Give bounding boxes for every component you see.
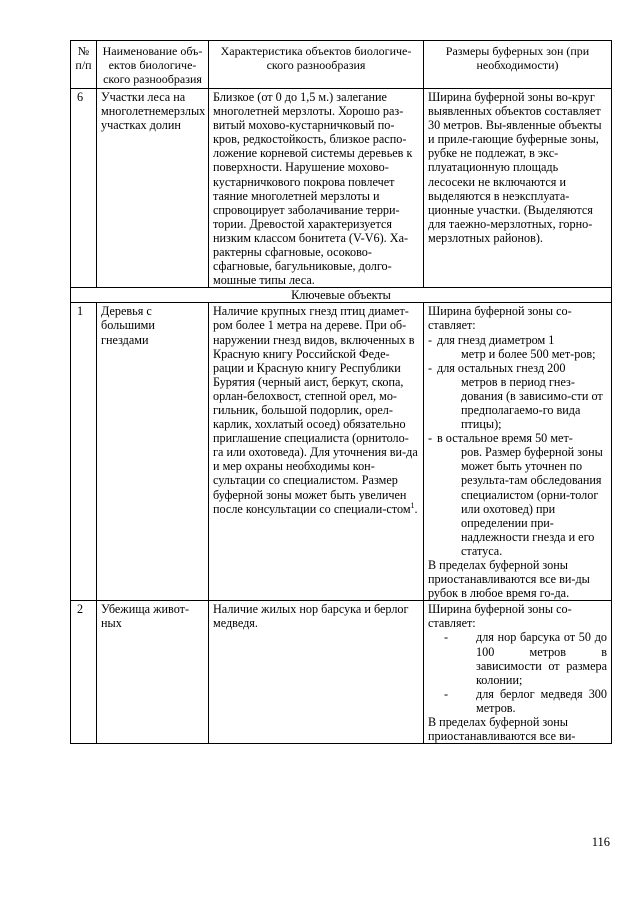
row-object-name: Деревья с большими гнездами [97, 303, 209, 601]
dash-bullet: - [428, 332, 433, 347]
section-row [71, 288, 612, 303]
buffer-intro: Ширина буферной зоны со-ставляет: [428, 304, 572, 333]
row-buffer-size [424, 601, 612, 744]
buffer-outro: В пределах буферной зоны приостанавливаются все ви- [428, 715, 576, 744]
buffer-intro: Ширина буферной зоны со-ставляет: [428, 602, 572, 631]
biodiversity-table [70, 40, 612, 744]
table-header-row [71, 41, 612, 89]
section-title: Ключевые объекты [71, 288, 612, 303]
buffer-outro: В пределах буферной зоны приостанавливаются все ви-ды рубок в любое время го-да. [428, 558, 590, 601]
dash-bullet: - [444, 630, 449, 645]
row-number: 6 [71, 89, 97, 288]
row-buffer-size: Ширина буферной зоны во-круг выявленных объектов составляет 30 метров. Вы-явленные объекты и приле-гающие буферные зоны, рубке не подлежат, в экс-плуатационную площадь лесосеки не включаются и выделяются в неэксплуата-ционные участки. (Выделяются для таежно-мерзлотных, горно-мерзлотных районов). [424, 89, 612, 288]
header-characteristic: Характеристика объектов биологиче-ского разнообразия [209, 41, 424, 89]
buffer-item-text: для нор барсука от 50 до 100 метров в зависимости от размера колонии; [476, 630, 607, 687]
buffer-list-item [428, 333, 607, 361]
buffer-item-rest: метр и более 500 мет-ров; [461, 346, 596, 361]
buffer-item-rest: метров в период гнез-дования (в зависимо-сти от предполагаемо-го вида птицы); [461, 374, 603, 432]
buffer-list-item [428, 687, 607, 715]
row-object-name: Убежища живот-ных [97, 601, 209, 744]
table-row [71, 601, 612, 744]
buffer-list-item [428, 630, 607, 686]
buffer-item-first-line: для остальных гнезд 200 [437, 360, 566, 375]
buffer-list-item [428, 431, 607, 558]
buffer-item-text: для берлог медведя 300 метров. [476, 686, 607, 715]
row-buffer-size [424, 303, 612, 601]
characteristic-text: Наличие крупных гнезд птиц диамет-ром более 1 метра на дереве. При об-наружении гнезд видов, включенных в Красную книгу Российской Феде-рации и Красную книгу Республики Бурятия (черный аист, беркут, скопа, орлан-белохвост, степной орел, мо-гильник, большой подорлик, орел-карлик, хохлатый осоед) обязательно приглашение специалиста (орнитоло-га или охотоведа). Для уточнения ви-да и мер охраны необходимы кон-сультации со специалистом. Размер буферной зоны может быть увеличен после консультации со специали-стом [213, 304, 418, 516]
page [70, 40, 611, 744]
dash-bullet: - [444, 686, 449, 701]
dash-bullet: - [428, 360, 433, 375]
table-row [71, 303, 612, 601]
buffer-list-item [428, 361, 607, 431]
page-number: 116 [591, 835, 610, 849]
row-characteristic: Близкое (от 0 до 1,5 м.) залегание многолетней мерзлоты. Хорошо раз-витый мохово-кустарничковый по-кров, редкостойкость, близкое распо-ложение корневой системы деревьев к поверхности. Нарушение мохово-кустарничкового покрова повлечет таяние многолетней мерзлоты и спровоцирует заболачивание терри-тории. Древостой характеризуется низким классом бонитета (V-V6). Ха-рактерны сфагновые, осоково-сфагновые, багульниковые, долго-мошные типы леса. [209, 89, 424, 288]
header-number: № п/п [71, 41, 97, 89]
header-object-name: Наименование объ-ектов биологиче-ского разнообразия [97, 41, 209, 89]
footnote-mark: 1 [410, 500, 415, 510]
buffer-item-rest: ров. Размер буферной зоны может быть уточнен по результа-там обследования специалистом (орни-толог или охотовед) при определении при-надлежности гнезда и его статуса. [461, 445, 603, 558]
row-characteristic [209, 303, 424, 601]
row-characteristic: Наличие жилых нор барсука и берлог медведя. [209, 601, 424, 744]
dash-bullet: - [428, 431, 433, 446]
table-row [71, 89, 612, 288]
header-buffer-size: Размеры буферных зон (при необходимости) [424, 41, 612, 89]
row-number: 2 [71, 601, 97, 744]
row-object-name: Участки леса на многолетнемерзлых участках долин [97, 89, 209, 288]
row-number: 1 [71, 303, 97, 601]
buffer-item-first-line: в остальное время 50 мет- [437, 431, 573, 446]
characteristic-end: . [414, 501, 418, 516]
buffer-item-first-line: для гнезд диаметром 1 [437, 332, 555, 347]
